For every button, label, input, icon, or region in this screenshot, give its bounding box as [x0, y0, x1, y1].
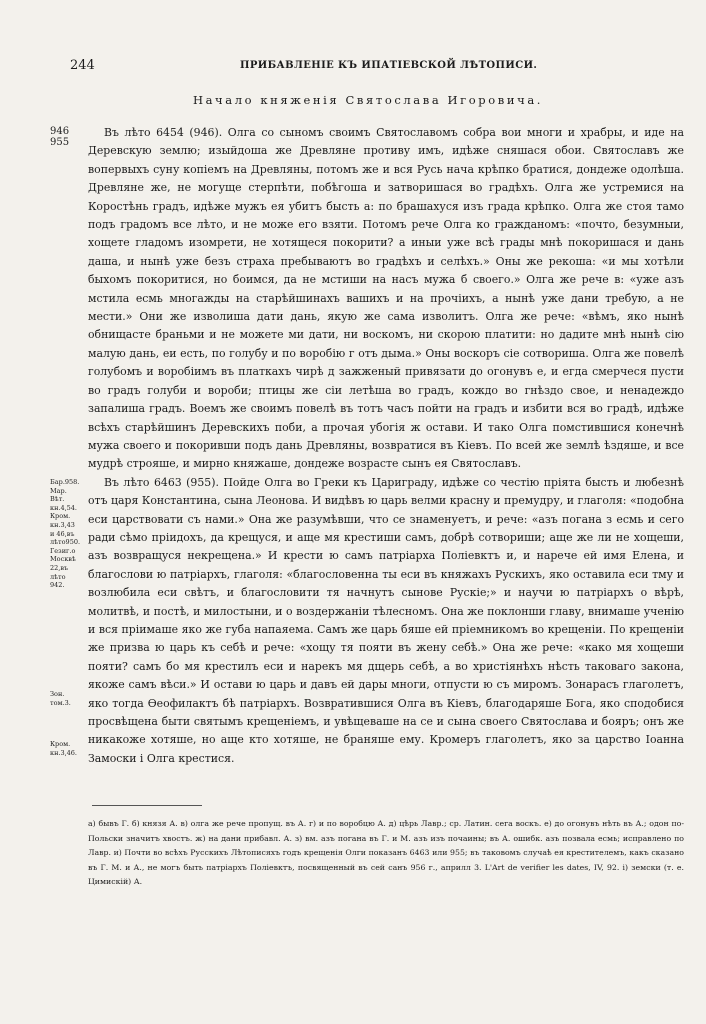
footnote-rule [92, 805, 202, 806]
page-number: 244 [70, 58, 95, 73]
page-header [70, 58, 648, 78]
body-text [88, 124, 684, 768]
paragraph: Въ лѣто 6454 (946). Олга со сыномъ своимъ Святославомъ собра вои многи и храбры, и иде на Деревскую землю; изыйдоша же Древляне противу имъ, идѣже сняшася обои. Святославъ же вопервыхъ суну копіемъ на Древляны, потомъ же и вся Русь нача крѣпко братися, дондеже одолѣша. Древляне же, не могуще стерпѣти, побѣгоша и затворишася во градѣхъ. Олга же устремися на Коростѣнь градъ, идѣже мужъ ея убитъ бысть а: по брашахуся изъ града крѣпко. Олга же стоя тамо подъ градомъ все лѣто, и не може его взяти. Потомъ рече Олга ко гражданомъ: «почто, безумныи, хощете гладомъ изомрети, не хотящеся покорити? а иныи уже всѣ грады мнѣ покоришася и дань даша, и нынѣ уже безъ страха пребываютъ во градѣхъ и селѣхъ.» Оны же рекоша: «и мы хотѣли быхомъ покоритися, но боимся, да не мстиши на насъ мужа б своего.» Олга же рече в: «уже азъ мстила есмь многажды на старѣйшинахъ вашихъ и на прочіихъ, а нынѣ уже дани требую, а не мести.» Они же изволиша дати дань, якую же сама изволитъ. Олга же рече: «вѣмъ, яко нынѣ обнищасте браньми и не можете ми дати, ни воскомъ, ни скорою платити: но дадите мнѣ нынѣ сію малую дань, еи есть, по голубу и по воробію г отъ дыма.» Оны воскоръ сіе сотвориша. Олга же повелѣ голубомъ и воробіимъ въ платкахъ чирѣ д зажженый привязати до огонувъ е, и егда смерчеся пусти во градъ голуби и вороби; птицы же сіи летѣша во градъ, кождо во гнѣздо свое, и ненадеждо запалиша градъ. Воемъ же своимъ повелѣ въ тотъ часъ пойти на градъ и избити вся во градѣ, идѣже всѣхъ старѣйшинъ Деревскихъ поби, а прочая убогія ж остави. И тако Олга помстившися конечнѣ мужа своего и покоривши подъ дань Древляны, возвратися въ Кіевъ. По всей же землѣ ѣздяше, и все мудрѣ строяше, и мирно княжаше, дондеже возрасте сынъ ея Святославъ. [88, 126, 684, 471]
paragraph: Въ лѣто 6463 (955). Пойде Олга во Греки къ Цариграду, идѣже со честію пріята бысть и любезнѣ отъ царя Константина, сына Леонова. И видѣвъ ю царь велми красну и премудру, и глаголя: «подобна еси царствовати съ нами.» Она же разумѣвши, что се знаменуетъ, и рече: «азъ погана з есмь и сего ради сѣмо пріидохъ, да крещуся, и аще мя крестиши самъ, добрѣ сотвориши; аще же ли не хощеши, азъ возвращуся некрещена.» И крести ю самъ патріарха Поліевктъ и, и нарече ей имя Елена, и благослови ю патріархъ, глаголя: «благословенна ты еси въ княжахъ Рускихъ, яко оставила еси тму и возлюбила еси свѣтъ, и благословити тя начнутъ сынове Рускіе;» и научи ю патріархъ о вѣрѣ, молитвѣ, и постѣ, и милостыни, и о воздержаніи тѣлесномъ. Она же поклонши главу, внимаше ученію и вся пріимаше яко же губа напаяема. Самъ же царь бяше ей пріемникомъ во крещеніи. По крещеніи же призва ю царь къ себѣ и рече: «хощу тя пояти въ жену себѣ.» Она же рече: «како мя хощеши пояти? самъ бо мя крестилъ еси и нарекъ мя дщерь себѣ, а во христіянѣхъ нѣсть таковаго закона, якоже самъ вѣси.» И остави ю царь и давъ ей дары многи, отпусти ю съ миромъ. Зонарасъ глаголетъ, яко тогда Ѳеофилактъ бѣ патріархъ. Возвратившися Олга въ Кіевъ, благодаряше Бога, яко сподобися просвѣщена быти святымъ крещеніемъ, и увѣщеваше на се и сына своего Святослава и бояръ; онъ же никакоже хотяше, но аще кто хотяше, не браняше ему. Кромеръ глаголетъ, яко за царство Іоанна Замоски і Олга крестися. [88, 475, 684, 765]
margin-note-zonaras: Зон. том.3. [50, 690, 71, 707]
margin-note-sources: Бар.958. Мар. Вѣт. кн.4,54. Кром. кн.3,43 и 46,въ лѣто950. Гезиг.о Москвѣ 22,въ лѣто 942. [50, 478, 81, 590]
footnotes: а) бывъ Г. б) князя А. в) олга же рече пропущ. въ А. г) и по воробцю А. д) цѣрь Лавр.; ср. Латин. сега воскъ. е) до огонувъ нѣть въ А.; одон по-Польски значитъ хвостъ. ж) на дани прибавл. А. з) вм. азъ погана въ Г. и М. азъ изъ почаины; въ А. ошибк. азъ позвала есмь; исправлено по Лавр. и) Почти во всѣхъ Русскихъ Лѣтописяхъ годъ крещенія Олги показанъ 6463 или 955; въ таковомъ случаѣ ея крестителемъ, какъ сказано въ Г. М. и А., не могъ быть патріархъ Поліевктъ, посвященный въ сей санъ 956 г., априлл 3. L'Art de verifier les dates, IV, 92. і) земски (т. е. Цимискій) А. [88, 819, 684, 887]
margin-note-kromer: Кром. кн.3,46. [50, 740, 77, 757]
chapter-title: Начало княженія Святослава Игоровича. [192, 93, 544, 107]
margin-note-years: 946 955 [50, 126, 70, 148]
running-head: ПРИБАВЛЕНІЕ КЪ ИПАТІЕВСКОЙ ЛѢТОПИСИ. [240, 60, 538, 71]
